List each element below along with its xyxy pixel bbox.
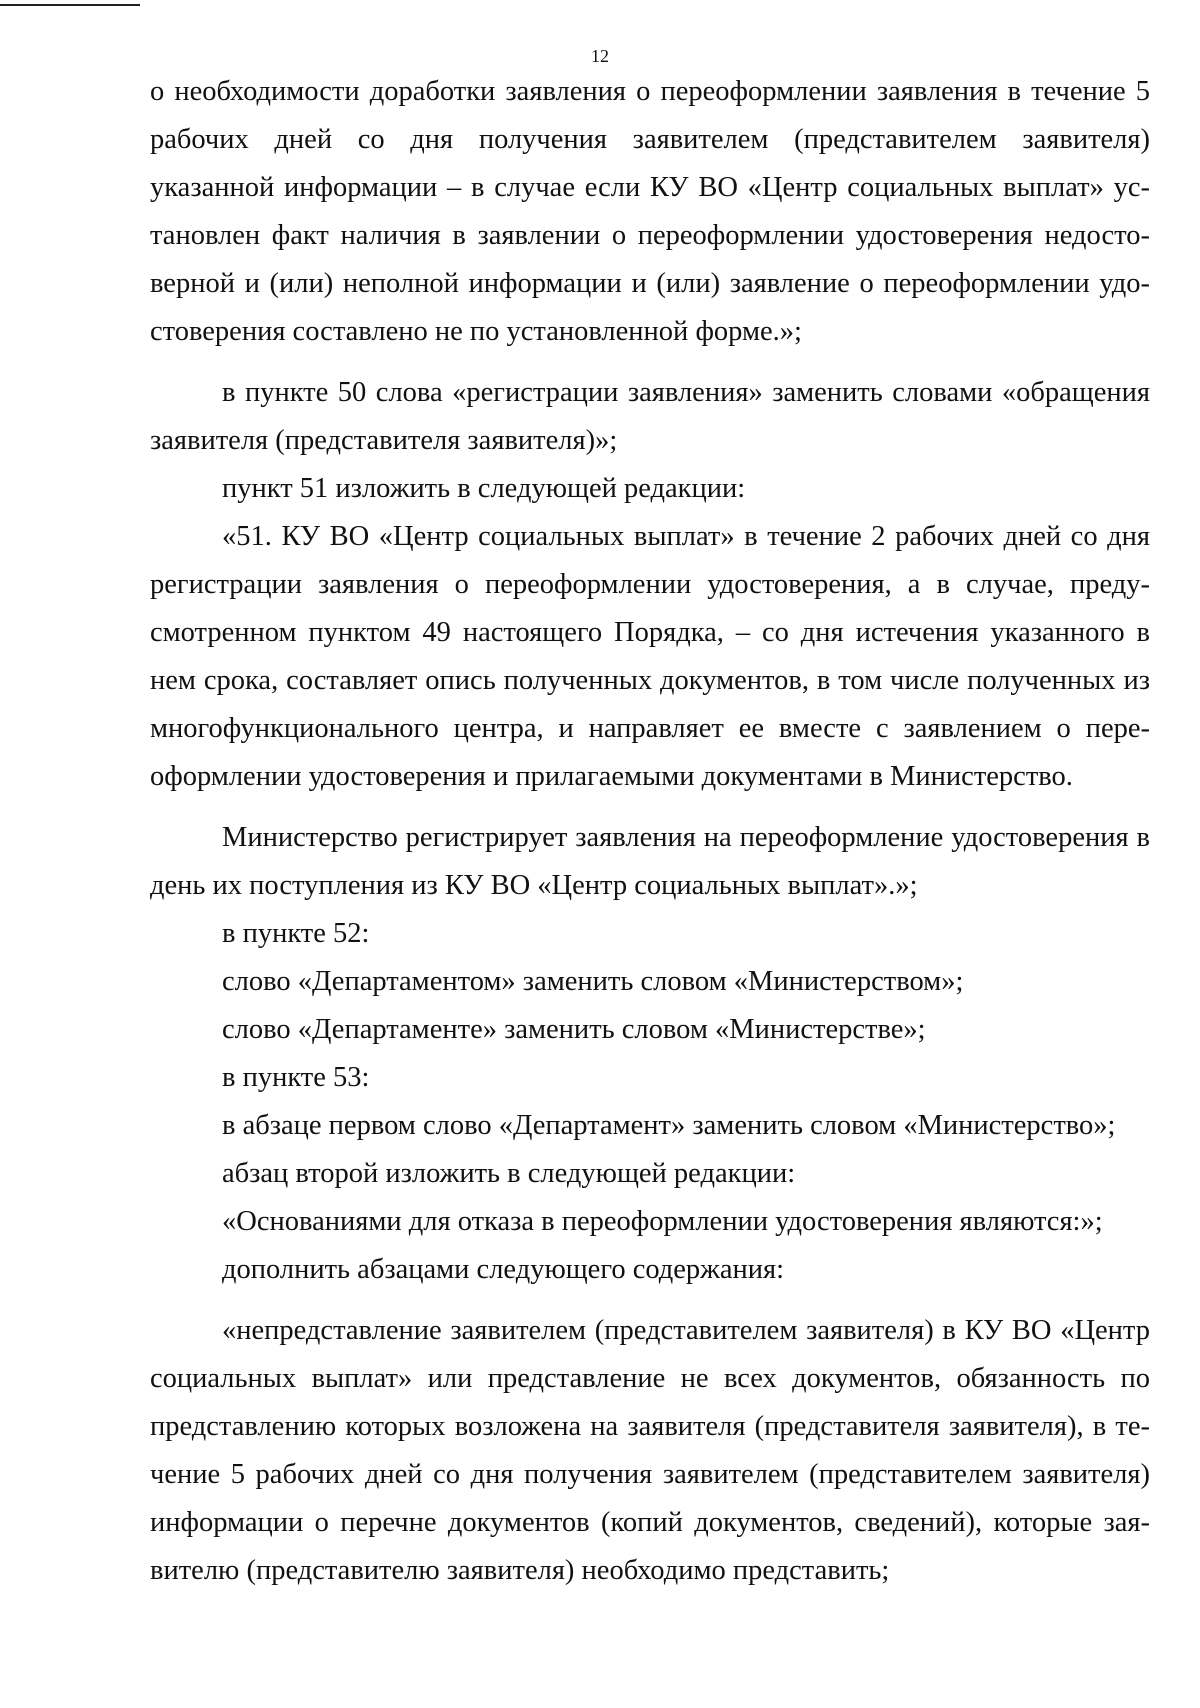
paragraph-item-52-word-1: слово «Департаментом» заменить словом «Министерством»; (222, 966, 964, 997)
paragraph-item-53-first-abzac: в абзаце первом слово «Департамент» заменить словом «Министерство»; (222, 1110, 1116, 1141)
paragraph-refusal-grounds: «Основаниями для отказа в переоформлении удостоверения являются:»; (222, 1206, 1103, 1237)
paragraph-supplement-intro: дополнить абзацами следующего содержания: (222, 1254, 785, 1285)
paragraph-item-51-text: «51. КУ ВО «Центр социальных выплат» в течение 2 рабочих дней со дня регистрации заявления о переоформлении удостоверения, а в случае, предусмотренном пунктом 49 настоящего Порядка, – со дня истечения указанного в нем срока, составляет опись полученных документов, в том числе полученных из многофункционального центра, и направляет ее вместе с заявлением о переоформлении удостоверения и прилагаемыми документами в Министерство. (150, 521, 1150, 792)
paragraph-continuation: о необходимости доработки заявления о переоформлении заявления в течение 5 рабочих дней со дня получения заявителем (представителем заявителя) указанной информации – в случае если КУ ВО «Центр социальных выплат» установлен факт наличия в заявлении о переоформлении удостоверения недостоверной и (или) неполной информации и (или) заявление о переоформлении удостоверения составлено не по установленной форме.»; (150, 76, 1150, 347)
paragraph-item-51-intro: пункт 51 изложить в следующей редакции: (222, 473, 746, 504)
scan-edge-rule (0, 4, 140, 6)
paragraph-ministry-registration: Министерство регистрирует заявления на переоформление удостоверения в день их поступления из КУ ВО «Центр социальных выплат».»; (150, 822, 1150, 901)
document-body (150, 68, 1150, 1595)
page-number: 12 (591, 46, 609, 66)
paragraph-item-53-second-abzac: абзац второй изложить в следующей редакции: (222, 1158, 796, 1189)
paragraph-item-50: в пункте 50 слова «регистрации заявления» заменить словами «обращения заявителя (представителя заявителя)»; (150, 377, 1150, 456)
paragraph-non-submission: «непредставление заявителем (представителем заявителя) в КУ ВО «Центр социальных выплат» или представление не всех документов, обязанность по представлению которых возложена на заявителя (представителя заявителя), в течение 5 рабочих дней со дня получения заявителем (представителем заявителя) информации о перечне документов (копий документов, сведений), которые заявителю (представителю заявителя) необходимо представить; (150, 1315, 1150, 1586)
paragraph-item-52-intro: в пункте 52: (222, 918, 370, 949)
paragraph-item-53-intro: в пункте 53: (222, 1062, 370, 1093)
paragraph-item-52-word-2: слово «Департаменте» заменить словом «Министерстве»; (222, 1014, 926, 1045)
